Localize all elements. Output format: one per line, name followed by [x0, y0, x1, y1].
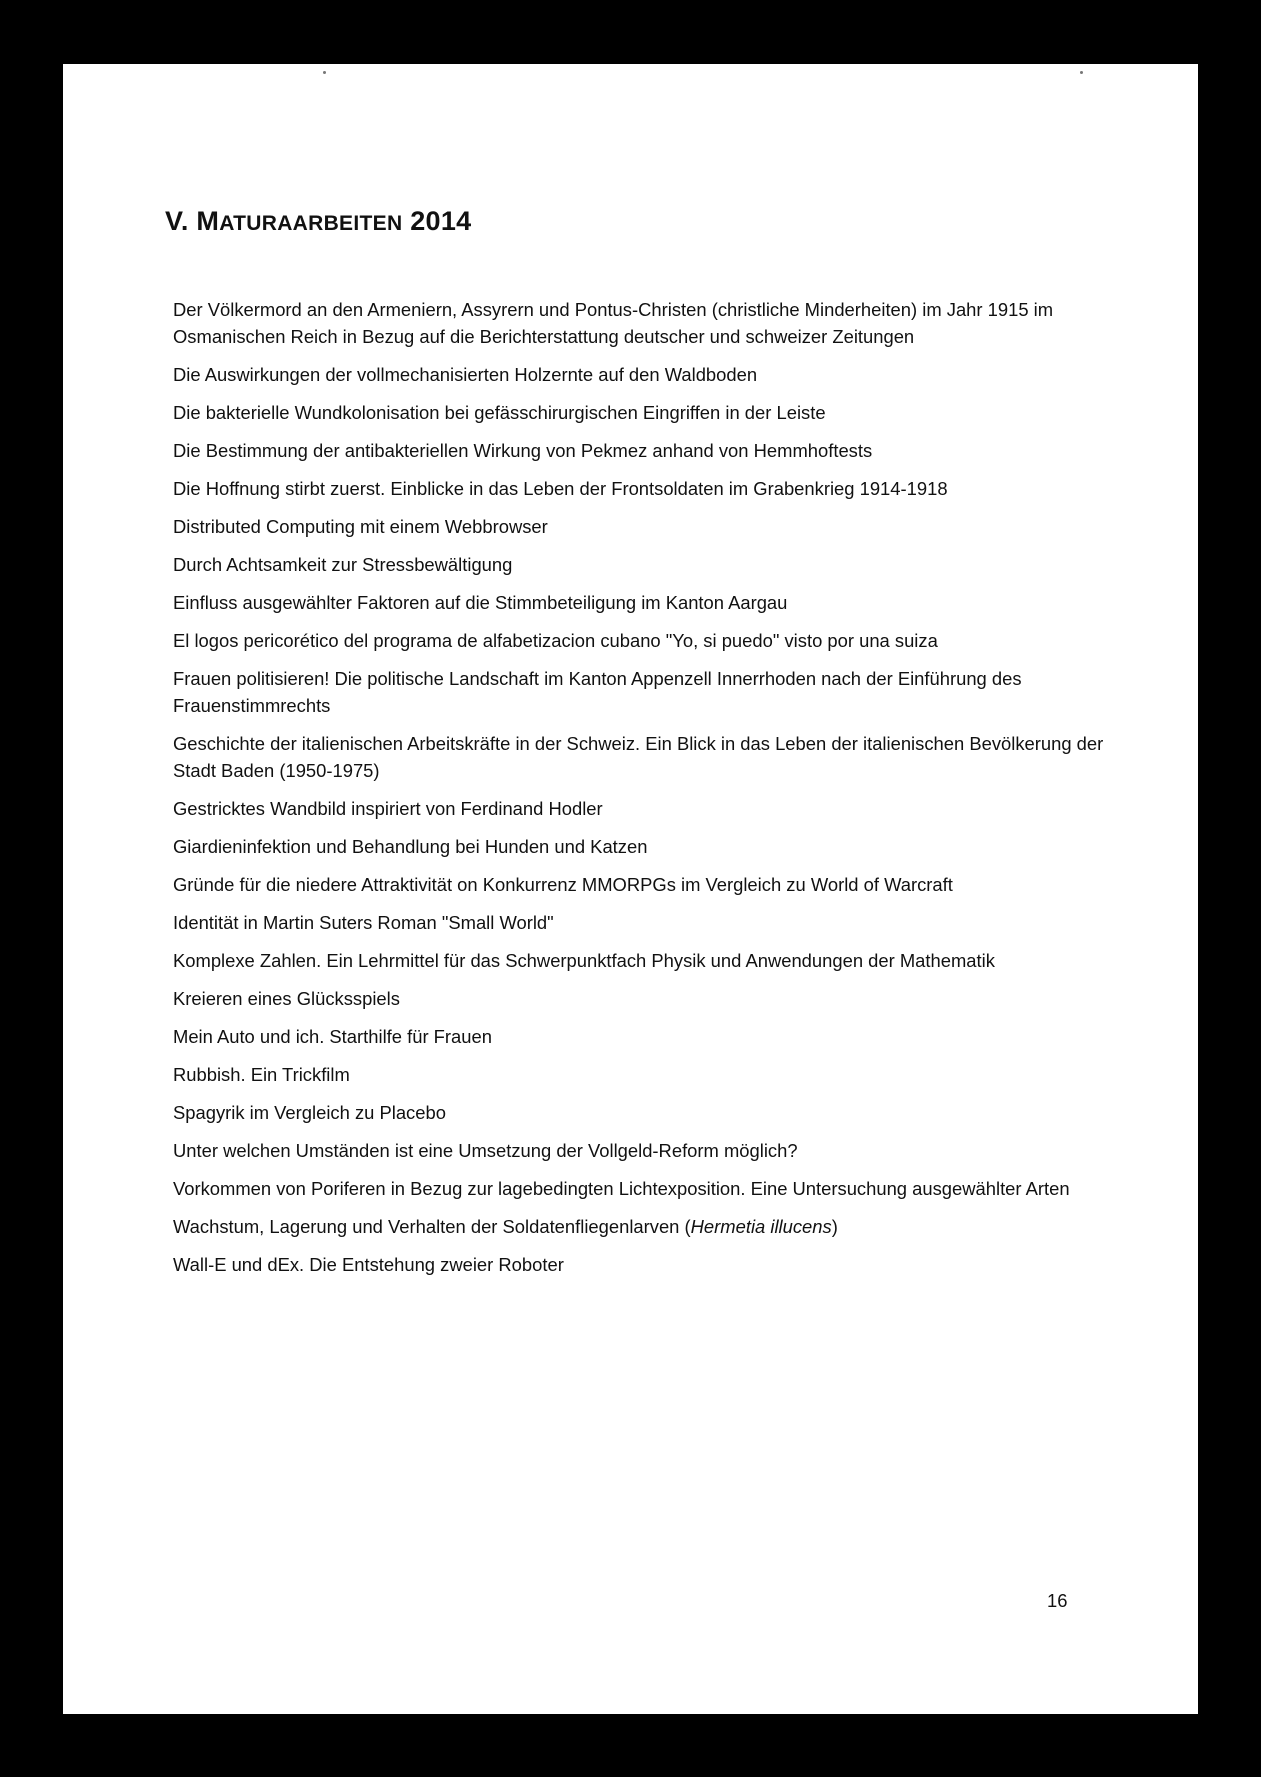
list-item: Die bakterielle Wundkolonisation bei gefässchirurgischen Eingriffen in der Leiste — [173, 402, 826, 423]
list-item: Wall-E und dEx. Die Entstehung zweier Roboter — [173, 1254, 564, 1275]
list-item: Gründe für die niedere Attraktivität on Konkurrenz MMORPGs im Vergleich zu World of Warcraft — [173, 874, 953, 895]
entry-text: Wachstum, Lagerung und Verhalten der Soldatenfliegenlarven ( — [173, 1216, 691, 1237]
species-name: Hermetia illucens — [690, 1216, 832, 1237]
list-item — [173, 1213, 1133, 1240]
list-item: El logos pericorético del programa de alfabetizacion cubano "Yo, si puedo" visto por una suiza — [173, 630, 938, 651]
list-item: Identität in Martin Suters Roman "Small World" — [173, 912, 554, 933]
list-item: Giardieninfektion und Behandlung bei Hunden und Katzen — [173, 836, 648, 857]
list-item: Gestricktes Wandbild inspiriert von Ferdinand Hodler — [173, 798, 603, 819]
heading-year: 2014 — [410, 206, 472, 236]
list-item: Distributed Computing mit einem Webbrowser — [173, 516, 548, 537]
document-page — [63, 64, 1198, 1714]
list-item: Unter welchen Umständen ist eine Umsetzung der Vollgeld-Reform möglich? — [173, 1140, 798, 1161]
section-heading — [165, 206, 471, 237]
list-item: Vorkommen von Poriferen in Bezug zur lagebedingten Lichtexposition. Eine Untersuchung ausgewählter Arten — [173, 1178, 1070, 1199]
heading-smallcaps: ATURAARBEITEN — [219, 212, 403, 235]
scan-speck — [1080, 71, 1083, 74]
list-item: Der Völkermord an den Armeniern, Assyrern und Pontus-Christen (christliche Minderheiten) im Jahr 1915 im Osmanischen Reich in Bezug auf die Berichterstattung deutscher und schweizer Zeitungen — [173, 299, 1054, 347]
list-item: Die Auswirkungen der vollmechanisierten Holzernte auf den Waldboden — [173, 364, 758, 385]
list-item: Die Bestimmung der antibakteriellen Wirkung von Pekmez anhand von Hemmhoftests — [173, 440, 873, 461]
list-item: Rubbish. Ein Trickfilm — [173, 1064, 350, 1085]
thesis-list — [173, 296, 1133, 1289]
list-item: Einfluss ausgewählter Faktoren auf die Stimmbeteiligung im Kanton Aargau — [173, 592, 788, 613]
list-item: Frauen politisieren! Die politische Landschaft im Kanton Appenzell Innerrhoden nach der Einführung des Frauenstimmrechts — [173, 668, 1022, 716]
list-item: Mein Auto und ich. Starthilfe für Frauen — [173, 1026, 492, 1047]
heading-prefix: V. M — [165, 206, 220, 236]
list-item: Durch Achtsamkeit zur Stressbewältigung — [173, 554, 513, 575]
entry-text: ) — [831, 1216, 838, 1237]
page-number: 16 — [1047, 1590, 1068, 1611]
list-item: Die Hoffnung stirbt zuerst. Einblicke in das Leben der Frontsoldaten im Grabenkrieg 1914-1918 — [173, 478, 948, 499]
scan-speck — [323, 71, 326, 74]
list-item: Geschichte der italienischen Arbeitskräfte in der Schweiz. Ein Blick in das Leben der italienischen Bevölkerung der Stadt Baden (1950-1975) — [173, 733, 1104, 781]
list-item: Spagyrik im Vergleich zu Placebo — [173, 1102, 446, 1123]
list-item: Kreieren eines Glücksspiels — [173, 988, 400, 1009]
list-item: Komplexe Zahlen. Ein Lehrmittel für das Schwerpunktfach Physik und Anwendungen der Mathematik — [173, 950, 995, 971]
